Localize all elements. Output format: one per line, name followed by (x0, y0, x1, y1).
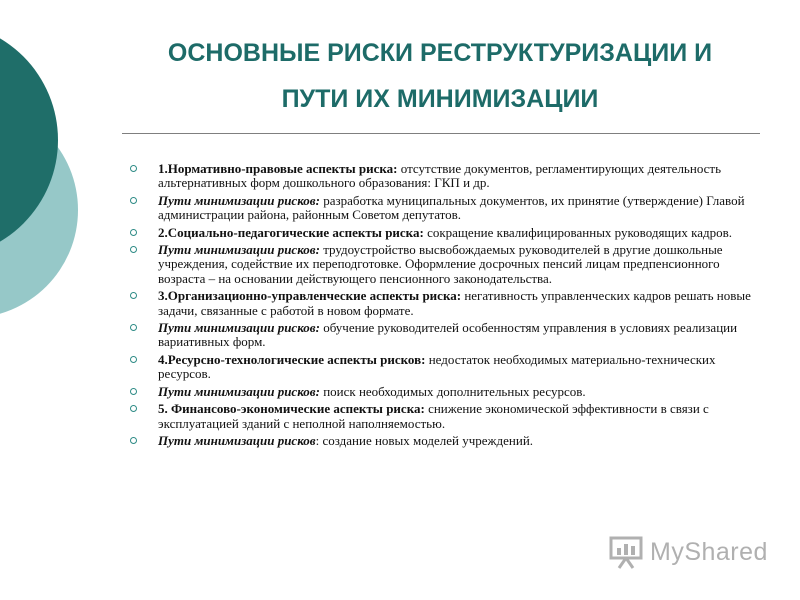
item-label: Пути минимизации рисков: (158, 383, 320, 399)
list-item (130, 226, 755, 240)
item-label: Пути минимизации рисков: (158, 320, 320, 336)
bullet-icon (130, 324, 137, 331)
list-item (130, 289, 755, 318)
watermark-text: MyShared (650, 537, 768, 566)
slide-title (120, 30, 760, 122)
item-label: Пути минимизации рисков (158, 432, 316, 448)
title-line-1: ОСНОВНЫЕ РИСКИ РЕСТРУКТУРИЗАЦИИ И (167, 39, 713, 67)
bullet-icon (130, 229, 137, 236)
item-label: Пути минимизации рисков: (158, 192, 320, 208)
risk-list (130, 162, 755, 451)
myshared-watermark (608, 532, 768, 572)
item-label: 2.Социально-педагогические аспекты риска: (158, 224, 424, 240)
presentation-board-icon (608, 534, 644, 570)
list-item (130, 385, 755, 399)
bullet-icon (130, 165, 137, 172)
bullet-icon (130, 292, 137, 299)
item-label: 1.Нормативно-правовые аспекты риска: (158, 161, 398, 176)
item-text: обучение руководителей особенностям управления в условиях реализации вариативных форм. (158, 320, 738, 350)
item-label: 3.Организационно-управленческие аспекты риска: (158, 288, 462, 304)
item-label: 5. Финансово-экономические аспекты риска: (158, 401, 425, 417)
item-text: недостаток необходимых материально-технических ресурсов. (158, 351, 716, 382)
item-text: : создание новых моделей учреждений. (315, 432, 534, 448)
bullet-icon (130, 356, 137, 363)
list-item (130, 243, 755, 286)
item-text: негативность управленческих кадров решать новые задачи, связанные с работой в новом формате. (158, 288, 751, 318)
item-text: сокращение квалифицированных руководящих кадров. (423, 224, 733, 240)
list-item (130, 434, 755, 448)
bullet-icon (130, 388, 137, 395)
item-label: 4.Ресурсно-технологические аспекты рисков: (158, 351, 426, 367)
item-label: Пути минимизации рисков: (158, 242, 320, 258)
list-item (130, 353, 755, 382)
bullet-icon (130, 405, 137, 412)
title-line-2: ПУТИ ИХ МИНИМИЗАЦИИ (281, 85, 599, 113)
dark-teal-circle (0, 22, 58, 258)
list-item (130, 194, 755, 223)
title-divider (122, 133, 760, 134)
item-text: снижение экономической эффективности в связи с эксплуатацией зданий с неполной наполняемостью. (158, 401, 709, 431)
list-item (130, 162, 755, 191)
item-text: поиск необходимых дополнительных ресурсов. (319, 383, 586, 399)
item-text: разработка муниципальных документов, их принятие (утверждение) Главой администрации района, районным Советом депутатов. (158, 192, 745, 223)
bullet-icon (130, 246, 137, 253)
list-item (130, 402, 755, 431)
list-item (130, 321, 755, 350)
light-teal-circle (0, 102, 78, 318)
bullet-icon (130, 197, 137, 204)
item-text: трудоустройство высвобождаемых руководителей в другие дошкольные учреждения, содействие их переподготовке. Оформление досрочных пенсий лицам предпенсионного возраста – на основании действующего пенсионного законодательства. (158, 242, 723, 286)
item-text: отсутствие документов, регламентирующих деятельность альтернативных форм дошкольного образования: ГКП и др. (158, 161, 722, 191)
bullet-icon (130, 437, 137, 444)
